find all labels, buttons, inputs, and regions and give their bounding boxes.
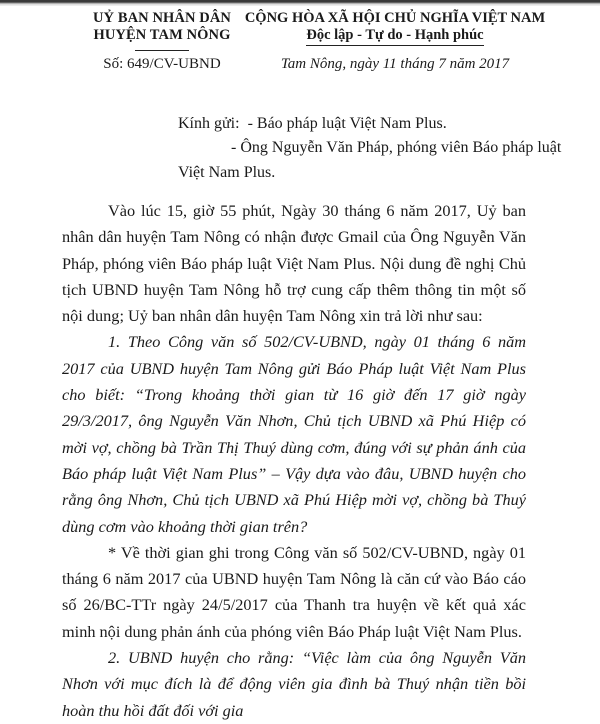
recipient-2: - Ông Nguyễn Văn Pháp, phóng viên Báo pháp luật <box>231 139 562 156</box>
recipients-label: Kính gửi: <box>178 115 240 132</box>
paragraph-intro: Vào lúc 15, giờ 55 phút, Ngày 30 tháng 6 năm 2017, Uỷ ban nhân dân huyện Tam Nông có nhận được Gmail của Ông Nguyễn Văn Pháp, phóng viên Báo pháp luật Việt Nam Plus. Nội dung đề nghị Chủ tịch UBND huyện Tam Nông hỗ trợ cung cấp thêm thông tin một số nội dung; Uỷ ban nhân dân huyện Tam Nông xin trả lời như sau: <box>62 201 526 326</box>
national-title-block <box>240 10 550 46</box>
recipient-1: - Báo pháp luật Việt Nam Plus. <box>247 115 447 132</box>
header-divider <box>135 50 189 51</box>
paragraph-answer-1: * Về thời gian ghi trong Công văn số 502/CV-UBND, ngày 01 tháng 6 năm 2017 của UBND huyện Tam Nông là căn cứ vào Báo cáo số 26/BC-TTr ngày 24/5/2017 của Thanh tra huyện về kết quả xác minh nội dung phản ánh của phóng viên Báo Pháp luật Việt Nam Plus. <box>62 542 526 641</box>
document-number: Số: 649/CV-UBND <box>103 56 221 72</box>
paragraph-question-1: 1. Theo Công văn số 502/CV-UBND, ngày 01 tháng 6 năm 2017 của UBND huyện Tam Nông gửi Báo Pháp luật Việt Nam Plus cho biết: “Trong khoảng thời gian từ 16 giờ đến 17 giờ ngày 29/3/2017, ông Nguyễn Văn Nhơn, Chủ tịch UBND xã Phú Hiệp có mời vợ, chồng bà Trần Thị Thuý dùng cơm, đúng với sự phản ánh của Báo pháp luật Việt Nam Plus” – Vậy dựa vào đâu, UBND huyện cho rằng ông Nhơn, Chủ tịch UBND xã Phú Hiệp mời vợ, chồng bà Thuý dùng cơm vào khoảng thời gian trên? <box>62 332 526 536</box>
recipient-2-continued: Việt Nam Plus. <box>178 164 276 181</box>
viewer-top-bar <box>0 0 600 6</box>
letter-body <box>62 198 526 724</box>
nation-name: CỘNG HÒA XÃ HỘI CHỦ NGHĨA VIỆT NAM <box>244 10 546 26</box>
org-name-line2: HUYỆN TAM NÔNG <box>93 27 231 43</box>
paragraph-question-2: 2. UBND huyện cho rằng: “Việc làm của ông Nguyễn Văn Nhơn với mục đích là để động viên gia đình bà Thuý nhận tiền bồi hoàn thu hồi đất đối với gia <box>62 648 526 720</box>
place-and-date: Tam Nông, ngày 11 tháng 7 năm 2017 <box>280 56 510 72</box>
issuing-authority-block <box>92 10 232 51</box>
recipient-line-1 <box>178 112 447 136</box>
national-motto: Độc lập - Tự do - Hạnh phúc <box>306 27 483 46</box>
org-name-line1: UỶ BAN NHÂN DÂN <box>92 10 232 26</box>
